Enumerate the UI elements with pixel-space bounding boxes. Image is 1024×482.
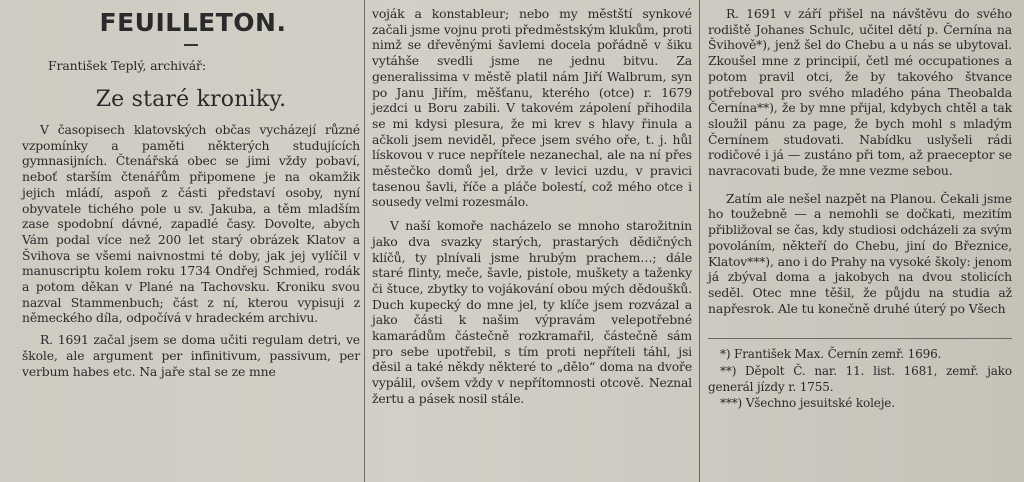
footnote-divider xyxy=(708,338,1012,339)
footnote: *) František Max. Černín zemř. 1696. xyxy=(720,347,942,362)
column-1 xyxy=(22,6,360,476)
footnote: ***) Všechno jesuitské koleje. xyxy=(720,396,895,411)
column-rule xyxy=(699,0,700,482)
paragraph: voják a konstableur; nebo my městští synkové začali jsme vojnu proti předměstským klukům, proti nimž se dřevěnými šavlemi docela pořádně v šiku vytáhše svedli jsme ne jednu bitvu. Za generalissima v městě platil nám Jiří Walbrum, syn po Janu Jiřím, měšťanu, kterého (otce) r. 1679 jezdci u Boru zabili. V takovém zápolení přihodila se mi kdysi plesura, že mi krev s hlavy řinula a ačkoli jsem neviděl, přece jsem svého oře, t. j. hůl lískovou v ruce nepřítele nezanechal, ale na ní přes městečko domů jel, drže v levici uzdu, v pravici tasenou šavli, říče a pláče bolestí, což mého otce i sousedy velmi rozesmálo. xyxy=(372,6,692,210)
paragraph: R. 1691 v září přišel na návštěvu do svého rodiště Johanes Schulc, učitel dětí p. Černína na Švihově*), jenž šel do Chebu a u nás se ubytoval. Zkoušel mne z principií, četl mé occupationes a potom pravil otci, že by takového štvance potřeboval pro svého mladého pána Theobalda Černína**), že by mne přijal, kdybych chtěl a tak sloužil pánu za page, že bych mohl s mladým Černínem studovati. Nabídku uslyšeli rádi rodičové i já — zustáno při tom, až praeceptor se navracovati bude, že mne vezme sebou. xyxy=(708,6,1012,179)
column-2 xyxy=(372,6,692,476)
paragraph: V naší komoře nacházelo se mnoho starožitnin jako dva svazky starých, prastarých dědičných klíčů, ty plnívali jsme hrubým prachem…; dále staré flinty, meče, šavle, pistole, muškety a taženky či štuce, zbytky to vojákování obou mých dědoušků. Duch kupecký do mne jel, ty klíče jsem rozvázal a jako části k našim výpravám velepotřebné kamarádům částečně rozkramařil, částečně sám pro sebe upotřebil, s tím proti nepříteli táhl, jsi děsil a také někdy některé to „dělo“ doma na dvoře vypálil, ovšem vždy v nepřítomnosti otcově. Neznal žertu a pásek nosil stále. xyxy=(372,218,692,406)
paragraph: R. 1691 začal jsem se doma učiti regulam detri, ve škole, ale argument per infinitivum, passivum, per verbum habes etc. Na jaře stal se ze mne xyxy=(22,332,360,379)
column-rule xyxy=(364,0,365,482)
heading-divider xyxy=(184,44,198,46)
footnote: **) Děpolt Č. nar. 11. list. 1681, zemř. jako generál jízdy r. 1755. xyxy=(708,364,1012,394)
author-line: František Teplý, archivář: xyxy=(48,58,206,73)
paragraph: Zatím ale nešel nazpět na Planou. Čekali jsme ho toužebně — a nemohli se dočkati, mezitím přibližoval se čas, kdy studiosi odcházeli za svým povoláním, někteří do Chebu, jiní do Březnice, Klatov***), ano i do Prahy na vysoké školy: jenom já zbýval doma a jakobych na dvou stolicích seděl. Otec mne těšil, že půjdu na studia až napřesrok. Ale tu konečně druhé úterý po Všech xyxy=(708,190,1012,316)
paragraph: V časopisech klatovských občas vycházejí různé vzpomínky a paměti některých studujících gymnasijních. Čtenářská obec se jimi vždy pobaví, neboť starším čtenářům připomene je na okamžik jejich mládí, aspoň z části představí osoby, nyní obyvatele tichého pole u sv. Jakuba, a těm mladším zase spodobní dávné, zapadlé časy. Dovolte, abych Vám podal více než 200 let starý obrázek Klatov a Švihova se všemi naivnostmi té doby, jak jej vylíčil v manuscriptu kolem roku 1734 Ondřej Schmied, rodák a potom děkan v Plané na Tachovsku. Kroniku svou nazval Stammenbuch; část z ní, kterou vypisuji z německého díla, odpočívá v hradeckém archivu. xyxy=(22,122,360,326)
article-title: Ze staré kroniky. xyxy=(95,87,287,112)
section-heading: FEUILLETON. xyxy=(99,8,287,37)
column-3 xyxy=(708,6,1012,476)
